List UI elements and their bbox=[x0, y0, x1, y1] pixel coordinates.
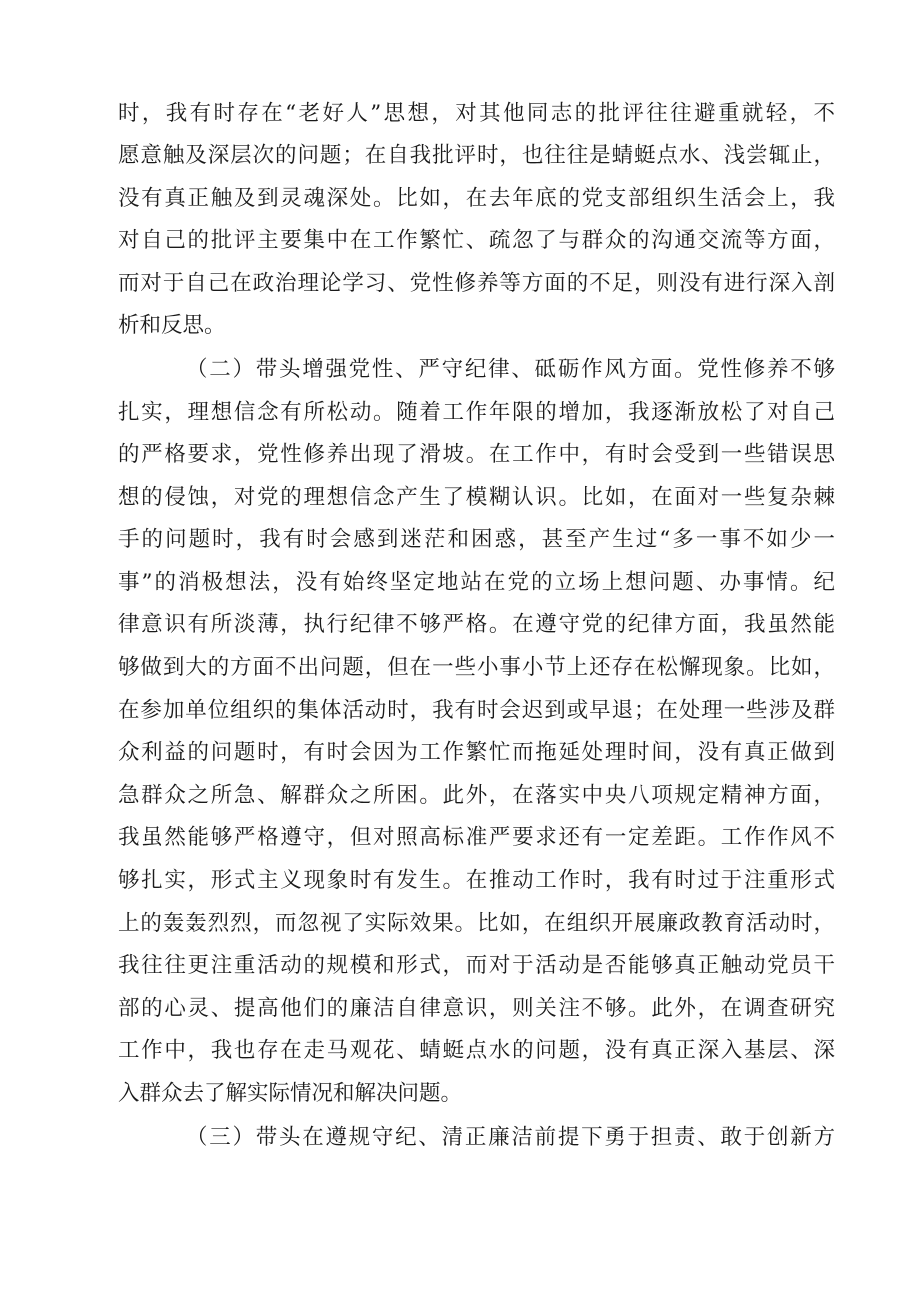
text-line: 扎实，理想信念有所松动。随着工作年限的增加，我逐渐放松了对自己 bbox=[118, 400, 835, 425]
section-heading-line: （三）带头在遵规守纪、清正廉洁前提下勇于担责、敢于创新方 bbox=[186, 1125, 835, 1150]
text-line: 入群众去了解实际情况和解决问题。 bbox=[118, 1081, 463, 1106]
text-line: 部的心灵、提高他们的廉洁自律意识，则关注不够。此外，在调查研究 bbox=[118, 996, 835, 1021]
text-line: 律意识有所淡薄，执行纪律不够严格。在遵守党的纪律方面，我虽然能 bbox=[118, 612, 835, 637]
text-line: 而对于自己在政治理论学习、党性修养等方面的不足，则没有进行深入剖 bbox=[118, 271, 835, 296]
text-line: 手的问题时，我有时会感到迷茫和困惑，甚至产生过“多一事不如少一 bbox=[118, 527, 835, 552]
text-line: 的严格要求，党性修养出现了滑坡。在工作中，有时会受到一些错误思 bbox=[118, 442, 835, 467]
text-line: 析和反思。 bbox=[118, 313, 226, 338]
text-line: 在参加单位组织的集体活动时，我有时会迟到或早退；在处理一些涉及群 bbox=[118, 698, 835, 723]
text-line: 事”的消极想法，没有始终坚定地站在党的立场上想问题、办事情。纪 bbox=[118, 570, 835, 595]
text-line: 我往往更注重活动的规模和形式，而对于活动是否能够真正触动党员干 bbox=[118, 953, 835, 978]
text-line: 众利益的问题时，有时会因为工作繁忙而拖延处理时间，没有真正做到 bbox=[118, 740, 835, 765]
text-line: 我虽然能够严格遵守，但对照高标准严要求还有一定差距。工作作风不 bbox=[118, 825, 835, 850]
text-line: 够做到大的方面不出问题，但在一些小事小节上还存在松懈现象。比如， bbox=[118, 655, 835, 680]
text-line: 对自己的批评主要集中在工作繁忙、疏忽了与群众的沟通交流等方面， bbox=[118, 228, 835, 253]
text-line: 时，我有时存在“老好人”思想，对其他同志的批评往往避重就轻，不 bbox=[118, 101, 835, 126]
section-heading-line: （二）带头增强党性、严守纪律、砥砺作风方面。党性修养不够 bbox=[186, 357, 835, 382]
text-line: 够扎实，形式主义现象时有发生。在推动工作时，我有时过于注重形式 bbox=[118, 868, 835, 893]
text-line: 急群众之所急、解群众之所困。此外，在落实中央八项规定精神方面， bbox=[118, 783, 835, 808]
text-line: 想的侵蚀，对党的理想信念产生了模糊认识。比如，在面对一些复杂棘 bbox=[118, 485, 835, 510]
text-line: 工作中，我也存在走马观花、蜻蜓点水的问题，没有真正深入基层、深 bbox=[118, 1038, 835, 1063]
text-line: 没有真正触及到灵魂深处。比如，在去年底的党支部组织生活会上，我 bbox=[118, 186, 835, 211]
text-line: 愿意触及深层次的问题；在自我批评时，也往往是蜻蜓点水、浅尝辄止， bbox=[118, 143, 835, 168]
text-line: 上的轰轰烈烈，而忽视了实际效果。比如，在组织开展廉政教育活动时， bbox=[118, 911, 835, 936]
